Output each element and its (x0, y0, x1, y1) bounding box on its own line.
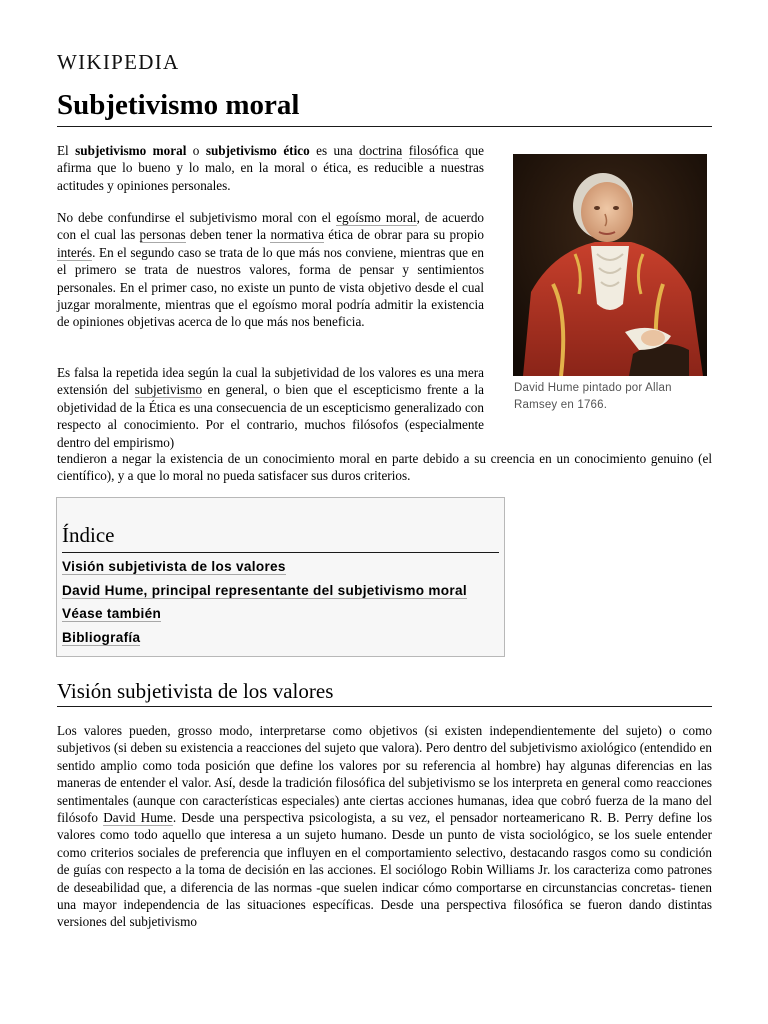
wikipedia-wordmark[interactable] (57, 50, 180, 75)
text: , de acuerdo con el cual las (57, 210, 485, 243)
text: es una (309, 143, 360, 158)
bold-term: subjetivismo moral (75, 143, 187, 158)
link-egoismo-moral[interactable]: egoísmo moral (336, 210, 417, 225)
toc-item[interactable] (62, 602, 499, 626)
paragraph-falsa-idea-cont (57, 450, 712, 485)
link-personas[interactable]: personas (139, 227, 186, 243)
page-title: Subjetivismo moral (57, 84, 712, 127)
image-caption: David Hume pintado por Allan Ramsey en 1766. (514, 382, 672, 411)
toc-title: Índice (62, 520, 499, 553)
paragraph-falsa-idea (57, 364, 484, 451)
section-heading: Visión subjetivista de los valores (57, 676, 712, 707)
toc-item[interactable] (62, 626, 499, 650)
text: ética de obrar para su propio (323, 227, 484, 243)
link-interes[interactable]: interés (57, 244, 93, 260)
paragraph-egoismo (57, 209, 484, 331)
toc-link[interactable]: David Hume, principal representante del subjetivismo moral (62, 582, 467, 598)
toc-item[interactable] (62, 579, 499, 603)
text: . En el segundo caso se trata de lo que más nos conviene, mientras que en el primero se trata de nuestros valores, forma de pensar y sentimientos personales. En el primer caso, no existe un punto de vista objetivo desde el cual juzgar moralmente, mientras que el egoísmo moral podría admitir la existencia de opiniones objetivas acerca de lo que más nos beneficia. (57, 244, 484, 330)
text: El (57, 143, 76, 158)
text: o (186, 143, 206, 158)
portrait-painting-icon[interactable] (513, 154, 707, 376)
toc-item[interactable] (62, 555, 499, 579)
text: Es falsa la repetida idea según la cual la subjetividad de los valores es una mera extensión del (57, 365, 484, 398)
toc-link[interactable]: Bibliografía (62, 629, 141, 645)
bold-term: subjetivismo ético (205, 143, 310, 158)
toc-list (62, 555, 499, 649)
section-paragraph (57, 722, 712, 931)
link-subjetivismo[interactable]: subjetivismo (134, 382, 203, 398)
text: . Desde una perspectiva psicologista, a su vez, el pensador norteamericano R. B. Perry define los valores como todo aquello que interesa a un sujeto humano. Desde un punto de vista sociológico, se los suele entender como criterios sociales de preferencia que influyen en el comportamiento selectivo, destacando rasgos como su condición de guías con respecto a la toma de decisión en las acciones. El sociólogo Robin Williams Jr. los caracteriza como patrones de deseabilidad que, a diferencia de las normas -que suelen indicar cómo comportarse en circunstancias concretas- tienen una mayor independencia de las situaciones específicas. Desde una perspectiva filosófica se fueron dando distintas versiones del subjetivismo (57, 810, 712, 930)
toc-link[interactable]: Véase también (62, 606, 162, 621)
text: Los valores pueden, grosso modo, interpretarse como objetivos (si existen independientemente del sujeto) o como subjetivos (si deben su existencia a reacciones del sujeto que valora). Pero dentro del subjetivismo axiológico (entendido en sentido amplio como toda posición que define los valores por su referencia al hombre) hay algunas diferencias en las maneras de entender el valor. Así, desde la tradición filosófica del subjetivismo se los interpreta en general como reacciones sentimentales (aunque con características especiales) ante ciertas acciones humanas, idea que cobró fuerza de la mano del filósofo (57, 723, 712, 826)
link-filosofica[interactable]: filosófica (408, 143, 459, 158)
text: No debe confundirse el subjetivismo moral con el (57, 210, 337, 225)
text (402, 143, 408, 158)
wordmark-text: WIKIPEDIA (57, 50, 180, 74)
table-of-contents (56, 497, 505, 657)
infobox (513, 154, 707, 414)
text: en general, o bien que el escepticismo frente a la objetividad de la Ética es una consecuencia de un escepticismo generalizado con respecto al conocimiento. Por el contrario, muchos filósofos (especialmente dentro del empirismo) (57, 382, 484, 450)
link-doctrina[interactable]: doctrina (359, 143, 403, 158)
text: deben tener la (185, 227, 271, 243)
paragraph-intro (57, 142, 484, 194)
toc-link[interactable]: Visión subjetivista de los valores (62, 559, 286, 574)
text: tendieron a negar la existencia de un conocimiento moral en parte debido a su creencia en un conocimiento genuino (el científico), y a que lo moral no pueda satisfacer sus duros criterios. (57, 451, 712, 484)
link-david-hume[interactable]: David Hume (103, 810, 173, 826)
link-normativa[interactable]: normativa (270, 227, 324, 243)
text: que afirma que lo bueno y lo malo, en la moral o ética, es reducible a nuestras actitudes y opiniones personales. (57, 143, 484, 193)
